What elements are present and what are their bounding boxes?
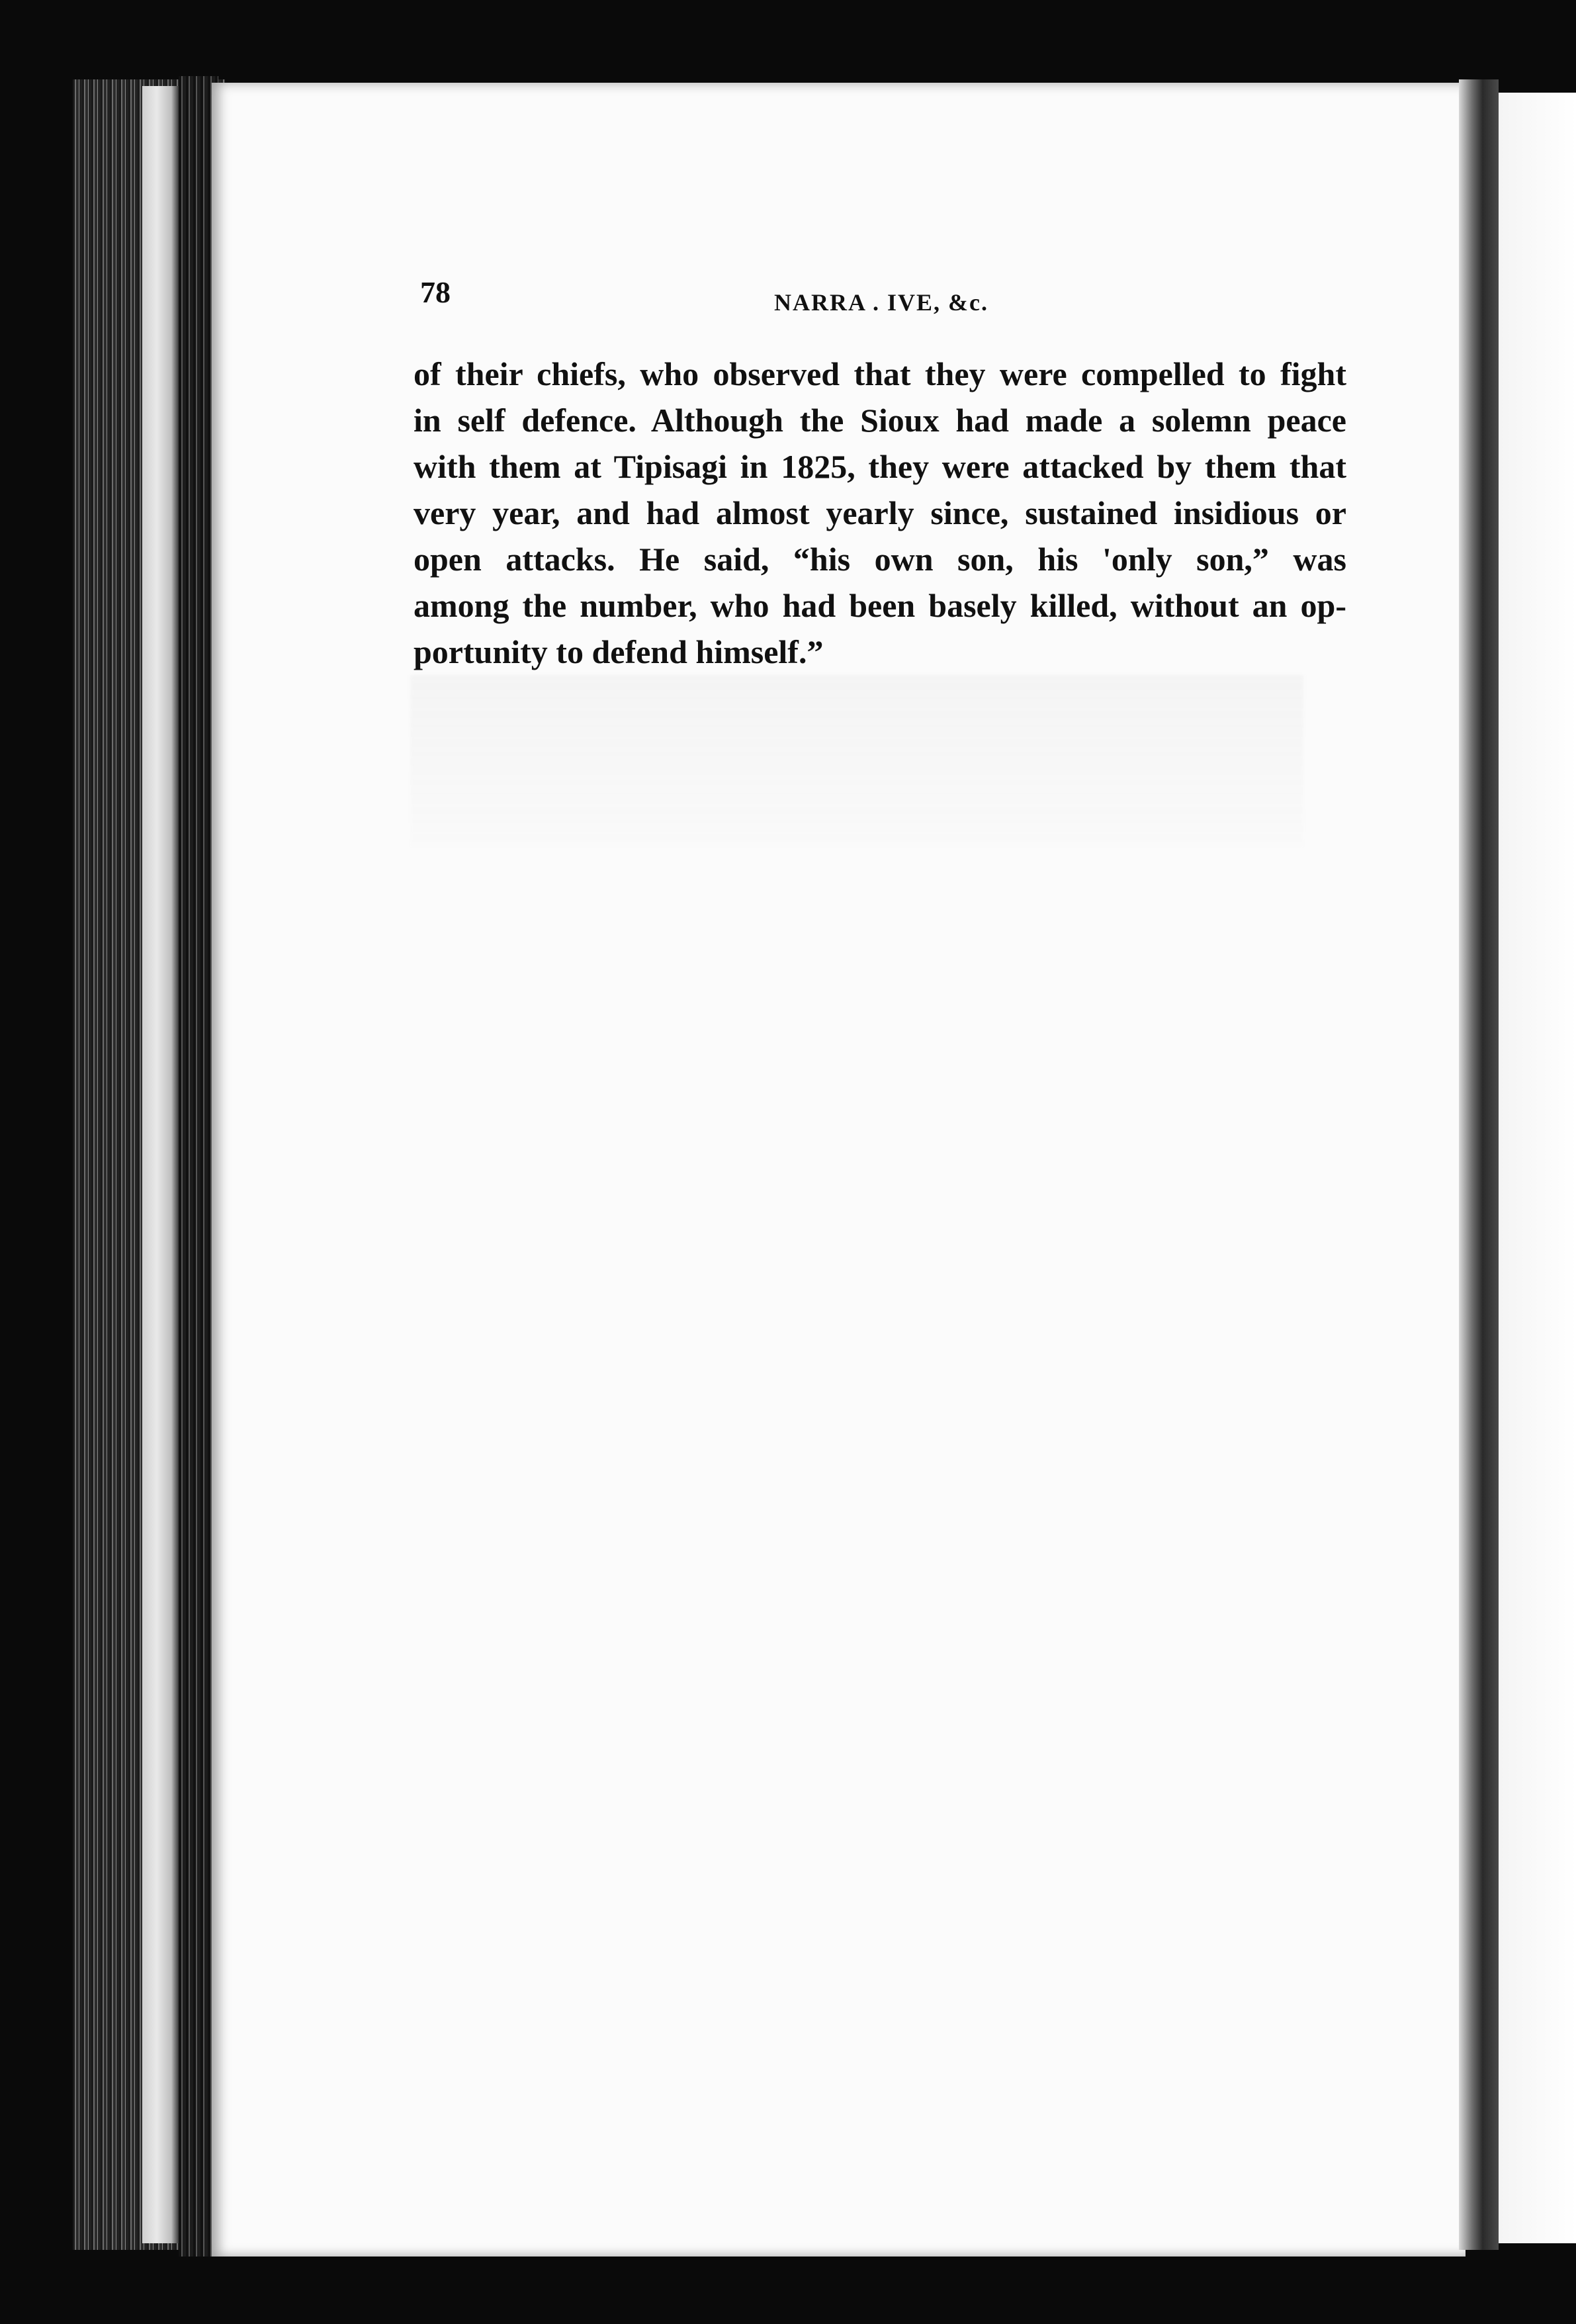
- page-edges-light: [142, 86, 179, 2243]
- page-number: 78: [420, 275, 451, 309]
- text-line: portunity to defend himself.”: [414, 633, 824, 670]
- body-paragraph: [414, 351, 1346, 675]
- scan-bottom-border: [0, 2257, 1576, 2324]
- text-line: with them at Tipisagi in 1825, they were attacked by them that: [414, 448, 1346, 485]
- text-line: very year, and had almost yearly since, sustained insidious or: [414, 494, 1346, 531]
- show-through-bleed: [410, 675, 1303, 847]
- text-line: in self defence. Although the Sioux had made a solemn peace: [414, 402, 1346, 439]
- text-line: among the number, who had been basely killed, without an op-: [414, 587, 1346, 624]
- text-line: open attacks. He said, “his own son, his 'only son,” was: [414, 541, 1346, 578]
- running-head: NARRA . IVE, &c.: [774, 289, 988, 316]
- facing-page-edge: [1499, 93, 1576, 2243]
- binding-shadow: [1459, 79, 1499, 2250]
- text-line: of their chiefs, who observed that they were compelled to fight: [414, 355, 1346, 392]
